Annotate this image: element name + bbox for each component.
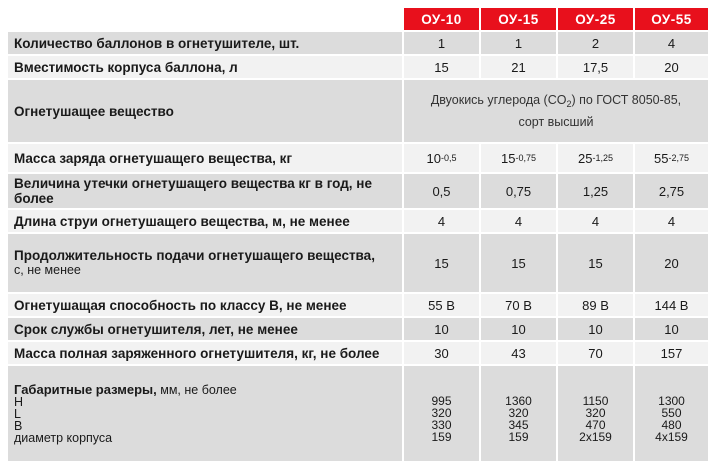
cell-value: 25 -1,25 xyxy=(558,144,635,172)
cell-value: 15 xyxy=(404,234,481,292)
cell-value: 10 xyxy=(404,318,481,340)
dims-col-ou15: 1360 320 345 159 xyxy=(481,366,558,461)
cell-value: 1 xyxy=(404,32,481,54)
agent-line-2: сорт высший xyxy=(518,115,594,129)
dims-title: Габаритные размеры, мм, не более xyxy=(14,381,237,397)
cell-value: 4 xyxy=(558,210,635,232)
table-row xyxy=(8,294,708,318)
dims-label-h: H xyxy=(14,394,24,409)
table-header xyxy=(8,8,708,32)
dims-col-ou25: 1150 320 470 2x159 xyxy=(558,366,635,461)
cell-value: 21 xyxy=(481,56,558,78)
table-row xyxy=(8,234,708,294)
cell-value: 4 xyxy=(481,210,558,232)
dims-label xyxy=(8,366,404,461)
table-row xyxy=(8,80,708,144)
cell-value: 1,25 xyxy=(558,174,635,208)
cell-value: 1 xyxy=(481,32,558,54)
cell-value: 70 В xyxy=(481,294,558,316)
cell-value: 10 xyxy=(481,318,558,340)
spec-table xyxy=(8,8,708,461)
dims-label-b: B xyxy=(14,418,23,433)
dims-col-ou10: 995 320 330 159 xyxy=(404,366,481,461)
dims-label-l: L xyxy=(14,406,21,421)
row-label: Вместимость корпуса баллона, л xyxy=(8,56,404,78)
cell-value: 157 xyxy=(635,342,708,364)
row-label: Величина утечки огнетушащего вещества кг в год, не более xyxy=(8,174,404,208)
cell-value: 20 xyxy=(635,56,708,78)
row-label: Масса заряда огнетушащего вещества, кг xyxy=(8,144,404,172)
agent-line-1: Двуокись углерода $(CO_2)$ по ГОСТ 8050-85, xyxy=(430,93,682,109)
cell-value: 0,5 xyxy=(404,174,481,208)
cell-value: 10 -0,5 xyxy=(404,144,481,172)
col-header-ou25: ОУ-25 xyxy=(558,8,635,30)
cell-value: 10 xyxy=(635,318,708,340)
table-row xyxy=(8,144,708,174)
table-row xyxy=(8,174,708,210)
cell-value: 55 В xyxy=(404,294,481,316)
cell-value: 4 xyxy=(635,32,708,54)
cell-value: 17,5 xyxy=(558,56,635,78)
cell-value: 15 xyxy=(404,56,481,78)
cell-value: 2,75 xyxy=(635,174,708,208)
cell-value: 89 В xyxy=(558,294,635,316)
cell-value: 4 xyxy=(404,210,481,232)
row-label: Продолжительность подачи огнетушащего вещества, с, не менее xyxy=(8,234,404,292)
cell-value: 43 xyxy=(481,342,558,364)
cell-value: 70 xyxy=(558,342,635,364)
cell-value: 20 xyxy=(635,234,708,292)
cell-value: 2 xyxy=(558,32,635,54)
table-row-dimensions xyxy=(8,366,708,461)
row-label: Масса полная заряженного огнетушителя, кг, не более xyxy=(8,342,404,364)
col-header-ou10: ОУ-10 xyxy=(404,8,481,30)
cell-value: 30 xyxy=(404,342,481,364)
header-blank xyxy=(8,8,404,30)
cell-value: 10 xyxy=(558,318,635,340)
table-row xyxy=(8,32,708,56)
dims-label-diameter: диаметр корпуса xyxy=(14,430,113,445)
table-row xyxy=(8,342,708,366)
cell-value: 15 -0,75 xyxy=(481,144,558,172)
row-label: Длина струи огнетушащего вещества, м, не менее xyxy=(8,210,404,232)
cell-value: 15 xyxy=(481,234,558,292)
table-row xyxy=(8,210,708,234)
table-row xyxy=(8,56,708,80)
cell-value: 15 xyxy=(558,234,635,292)
col-header-ou55: ОУ-55 xyxy=(635,8,708,30)
cell-value: 144 В xyxy=(635,294,708,316)
col-header-ou15: ОУ-15 xyxy=(481,8,558,30)
cell-value: 55 -2,75 xyxy=(635,144,708,172)
cell-value: 0,75 xyxy=(481,174,558,208)
cell-value: 4 xyxy=(635,210,708,232)
row-label: Огнетушащая способность по классу В, не менее xyxy=(8,294,404,316)
table-row xyxy=(8,318,708,342)
agent-description xyxy=(404,80,708,142)
row-label: Срок службы огнетушителя, лет, не менее xyxy=(8,318,404,340)
row-label: Огнетушащее вещество xyxy=(8,80,404,142)
dims-col-ou55: 1300 550 480 4x159 xyxy=(635,366,708,461)
row-label: Количество баллонов в огнетушителе, шт. xyxy=(8,32,404,54)
